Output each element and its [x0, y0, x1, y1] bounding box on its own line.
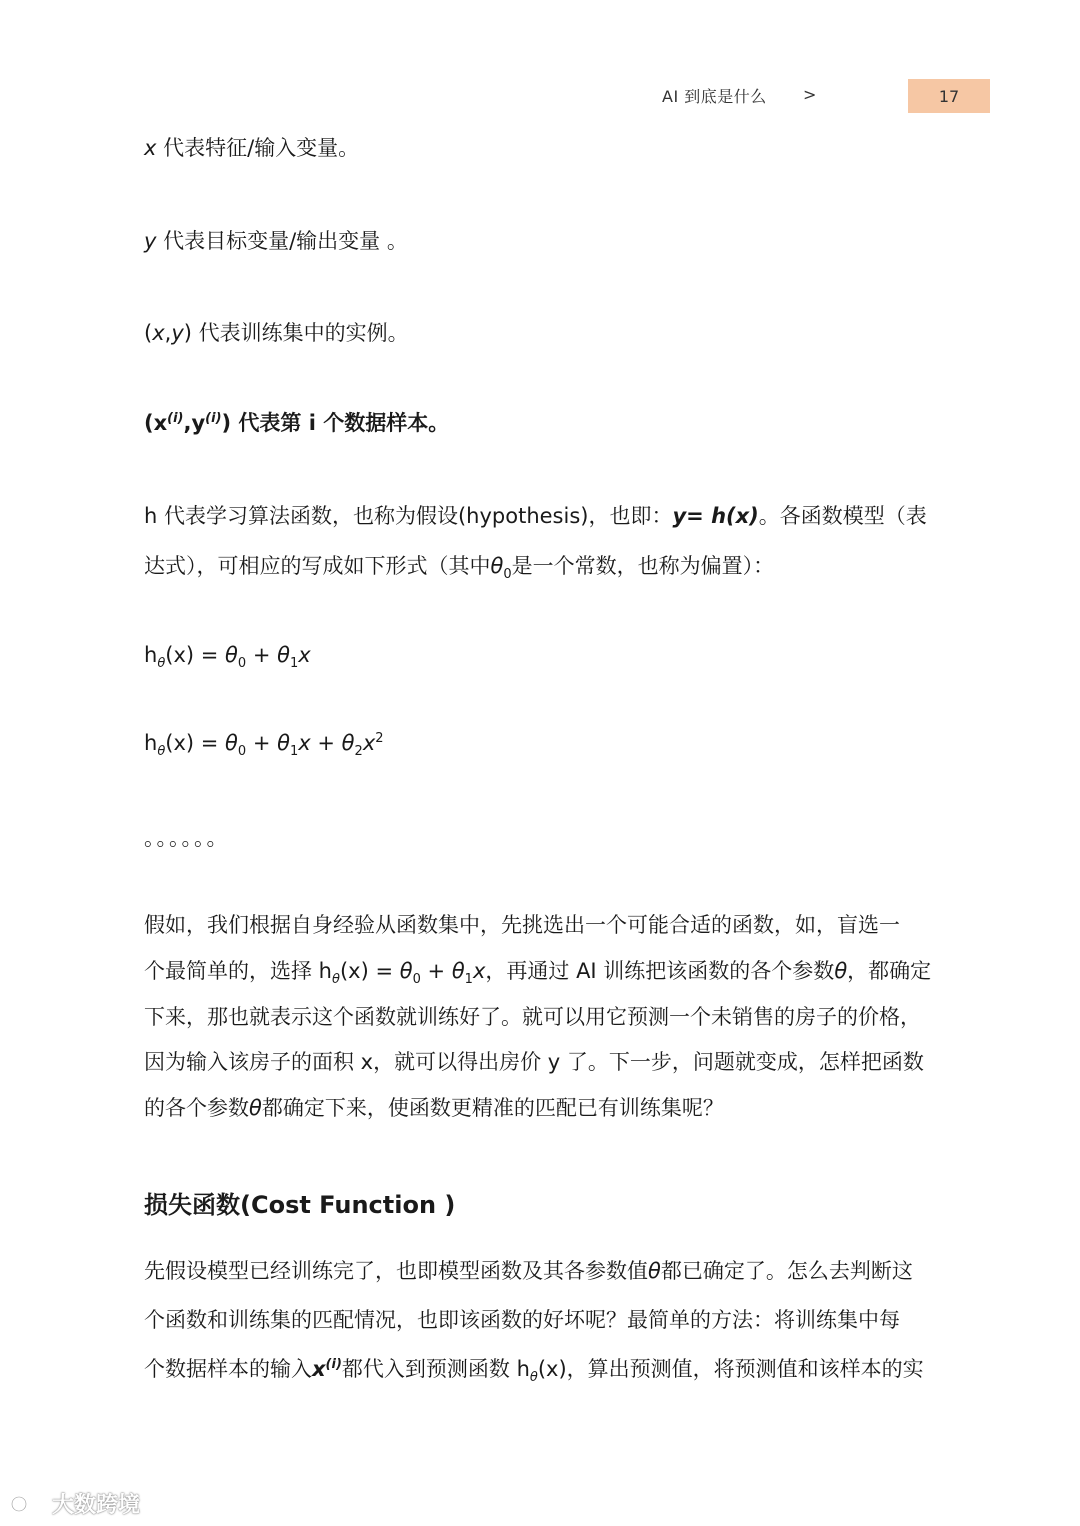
xi-sup1: (i) [167, 411, 184, 426]
f2-t2sub: 2 [354, 744, 363, 760]
hyp-formula: y= h(x) [672, 504, 759, 528]
hyp-theta: θ [490, 554, 504, 578]
p1l2-e: ，都确定 [847, 959, 932, 983]
f2-plus1: + [246, 731, 278, 755]
p2l1-a: 先假设模型已经训练完了，也即模型函数及其各参数值 [144, 1259, 648, 1283]
f1-t1: θ [277, 643, 290, 667]
f2-h: h [144, 731, 158, 755]
para1-line-4: 因为输入该房子的面积 x，就可以得出房价 y 了。下一步，问题就变成，怎样把函数 [144, 1050, 924, 1074]
f1-t0: θ [225, 643, 238, 667]
para1-line-1: 假如，我们根据自身经验从函数集中，先挑选出一个可能合适的函数，如，盲选一 [144, 913, 900, 937]
p1l2-t0sub: 0 [412, 972, 421, 988]
hypothesis-line-2 [144, 554, 774, 583]
f1-hsub: θ [157, 656, 166, 672]
f2-x2: x [362, 731, 376, 755]
f1-h: h [144, 643, 158, 667]
f2-sup: 2 [375, 731, 384, 746]
def-xy-text: 代表训练集中的实例。 [191, 321, 409, 345]
f1-rest: (x) = [165, 643, 226, 667]
f2-t0: θ [225, 731, 238, 755]
xy-y: y [171, 321, 184, 345]
def-y-line [144, 229, 408, 254]
hyp-theta-sub: 0 [503, 567, 512, 583]
xy-open: ( [144, 321, 153, 345]
p1l5-b: 都确定下来，使函数更精准的匹配已有训练集呢？ [261, 1096, 724, 1120]
f1-t1sub: 1 [290, 656, 299, 672]
wechat-logo-icon [10, 1493, 46, 1515]
xi-mid: ,y [183, 411, 206, 435]
f2-x1: x [298, 731, 311, 755]
f2-t0sub: 0 [237, 744, 247, 760]
p1l2-d: ，再通过 AI 训练把该函数的各个参数 [485, 959, 835, 983]
ellipsis: 。。。。。。 [144, 826, 230, 850]
page-number-box [908, 79, 990, 113]
def-xi-line [144, 411, 449, 436]
xy-x: x [152, 321, 165, 345]
def-y-text: 代表目标变量/输出变量 。 [156, 229, 408, 253]
def-xi-text: ) 代表第 i 个数据样本。 [221, 411, 450, 435]
f2-t2: θ [341, 731, 355, 755]
header-title: AI 到底是什么 [662, 87, 767, 106]
para2-line-2: 个函数和训练集的匹配情况，也即该函数的好坏呢？最简单的方法：将训练集中每 [144, 1308, 900, 1332]
p1l2-x: x [472, 959, 486, 983]
f2-plus2: + [310, 731, 342, 755]
para2-line-1 [144, 1259, 913, 1284]
p1l2-t1: θ [451, 959, 465, 983]
hyp-l1-a: h 代表学习算法函数，也称为假设(hypothesis)，也即： [144, 504, 673, 528]
xy-comma: , [164, 321, 172, 345]
p1l2-t1sub: 1 [464, 972, 473, 988]
watermark-text: 大数跨境 [52, 1493, 141, 1518]
para2-line-3 [144, 1357, 924, 1386]
xi-sup2: (i) [205, 411, 222, 426]
hyp-l1-c: 。各函数模型（表 [758, 504, 927, 528]
formula-2 [144, 731, 384, 760]
var-x: x [144, 136, 157, 160]
page-number: 17 [938, 86, 960, 106]
para1-line-3: 下来，那也就表示这个函数就训练好了。就可以用它预测一个未销售的房子的价格， [144, 1005, 921, 1029]
p1l5-a: 的各个参数 [144, 1096, 249, 1120]
p1l2-theta: θ [834, 959, 848, 983]
f2-rest: (x) = [165, 731, 226, 755]
f1-t0sub: 0 [237, 656, 247, 672]
p1l5-theta: θ [249, 1096, 262, 1120]
p1l2-a: 个最简单的，选择 h [144, 959, 332, 983]
p2l3-hsub: θ [529, 1370, 538, 1386]
p2l3-b: 都代入到预测函数 h [341, 1357, 530, 1381]
formula-1 [144, 643, 311, 672]
var-y: y [144, 229, 157, 253]
hypothesis-line-1 [144, 504, 927, 529]
p2l1-b: 都已确定了。怎么去判断这 [660, 1259, 913, 1283]
p1l2-t0: θ [399, 959, 413, 983]
p2l1-theta: θ [648, 1259, 661, 1283]
hyp-l2-a: 达式），可相应的写成如下形式（其中 [144, 554, 491, 578]
p1l2-b: (x) = [339, 959, 400, 983]
hyp-l2-c: 是一个常数，也称为偏置）： [511, 554, 775, 578]
f2-t1: θ [277, 731, 290, 755]
para1-line-2 [144, 959, 931, 988]
xi-open: (x [144, 411, 168, 435]
p2l3-a: 个数据样本的输入 [144, 1357, 312, 1381]
f2-t1sub: 1 [290, 744, 299, 760]
p2l3-c: (x)，算出预测值，将预测值和该样本的实 [537, 1357, 924, 1381]
def-x-text: 代表特征/输入变量。 [156, 136, 360, 160]
para1-line-5 [144, 1096, 724, 1121]
def-x-line [144, 136, 359, 161]
p1l2-c: + [420, 959, 452, 983]
p2l3-sup: (i) [325, 1357, 342, 1372]
p2l3-x: x [312, 1357, 326, 1381]
f2-hsub: θ [157, 744, 166, 760]
xy-close: ) [183, 321, 192, 345]
header-arrow: > [803, 85, 817, 104]
f1-plus: + [246, 643, 278, 667]
def-xy-line [144, 321, 409, 346]
f1-x: x [298, 643, 311, 667]
p1l2-hsub: θ [331, 972, 340, 988]
section-heading: 损失函数(Cost Function ) [144, 1191, 456, 1219]
watermark [10, 1488, 140, 1519]
